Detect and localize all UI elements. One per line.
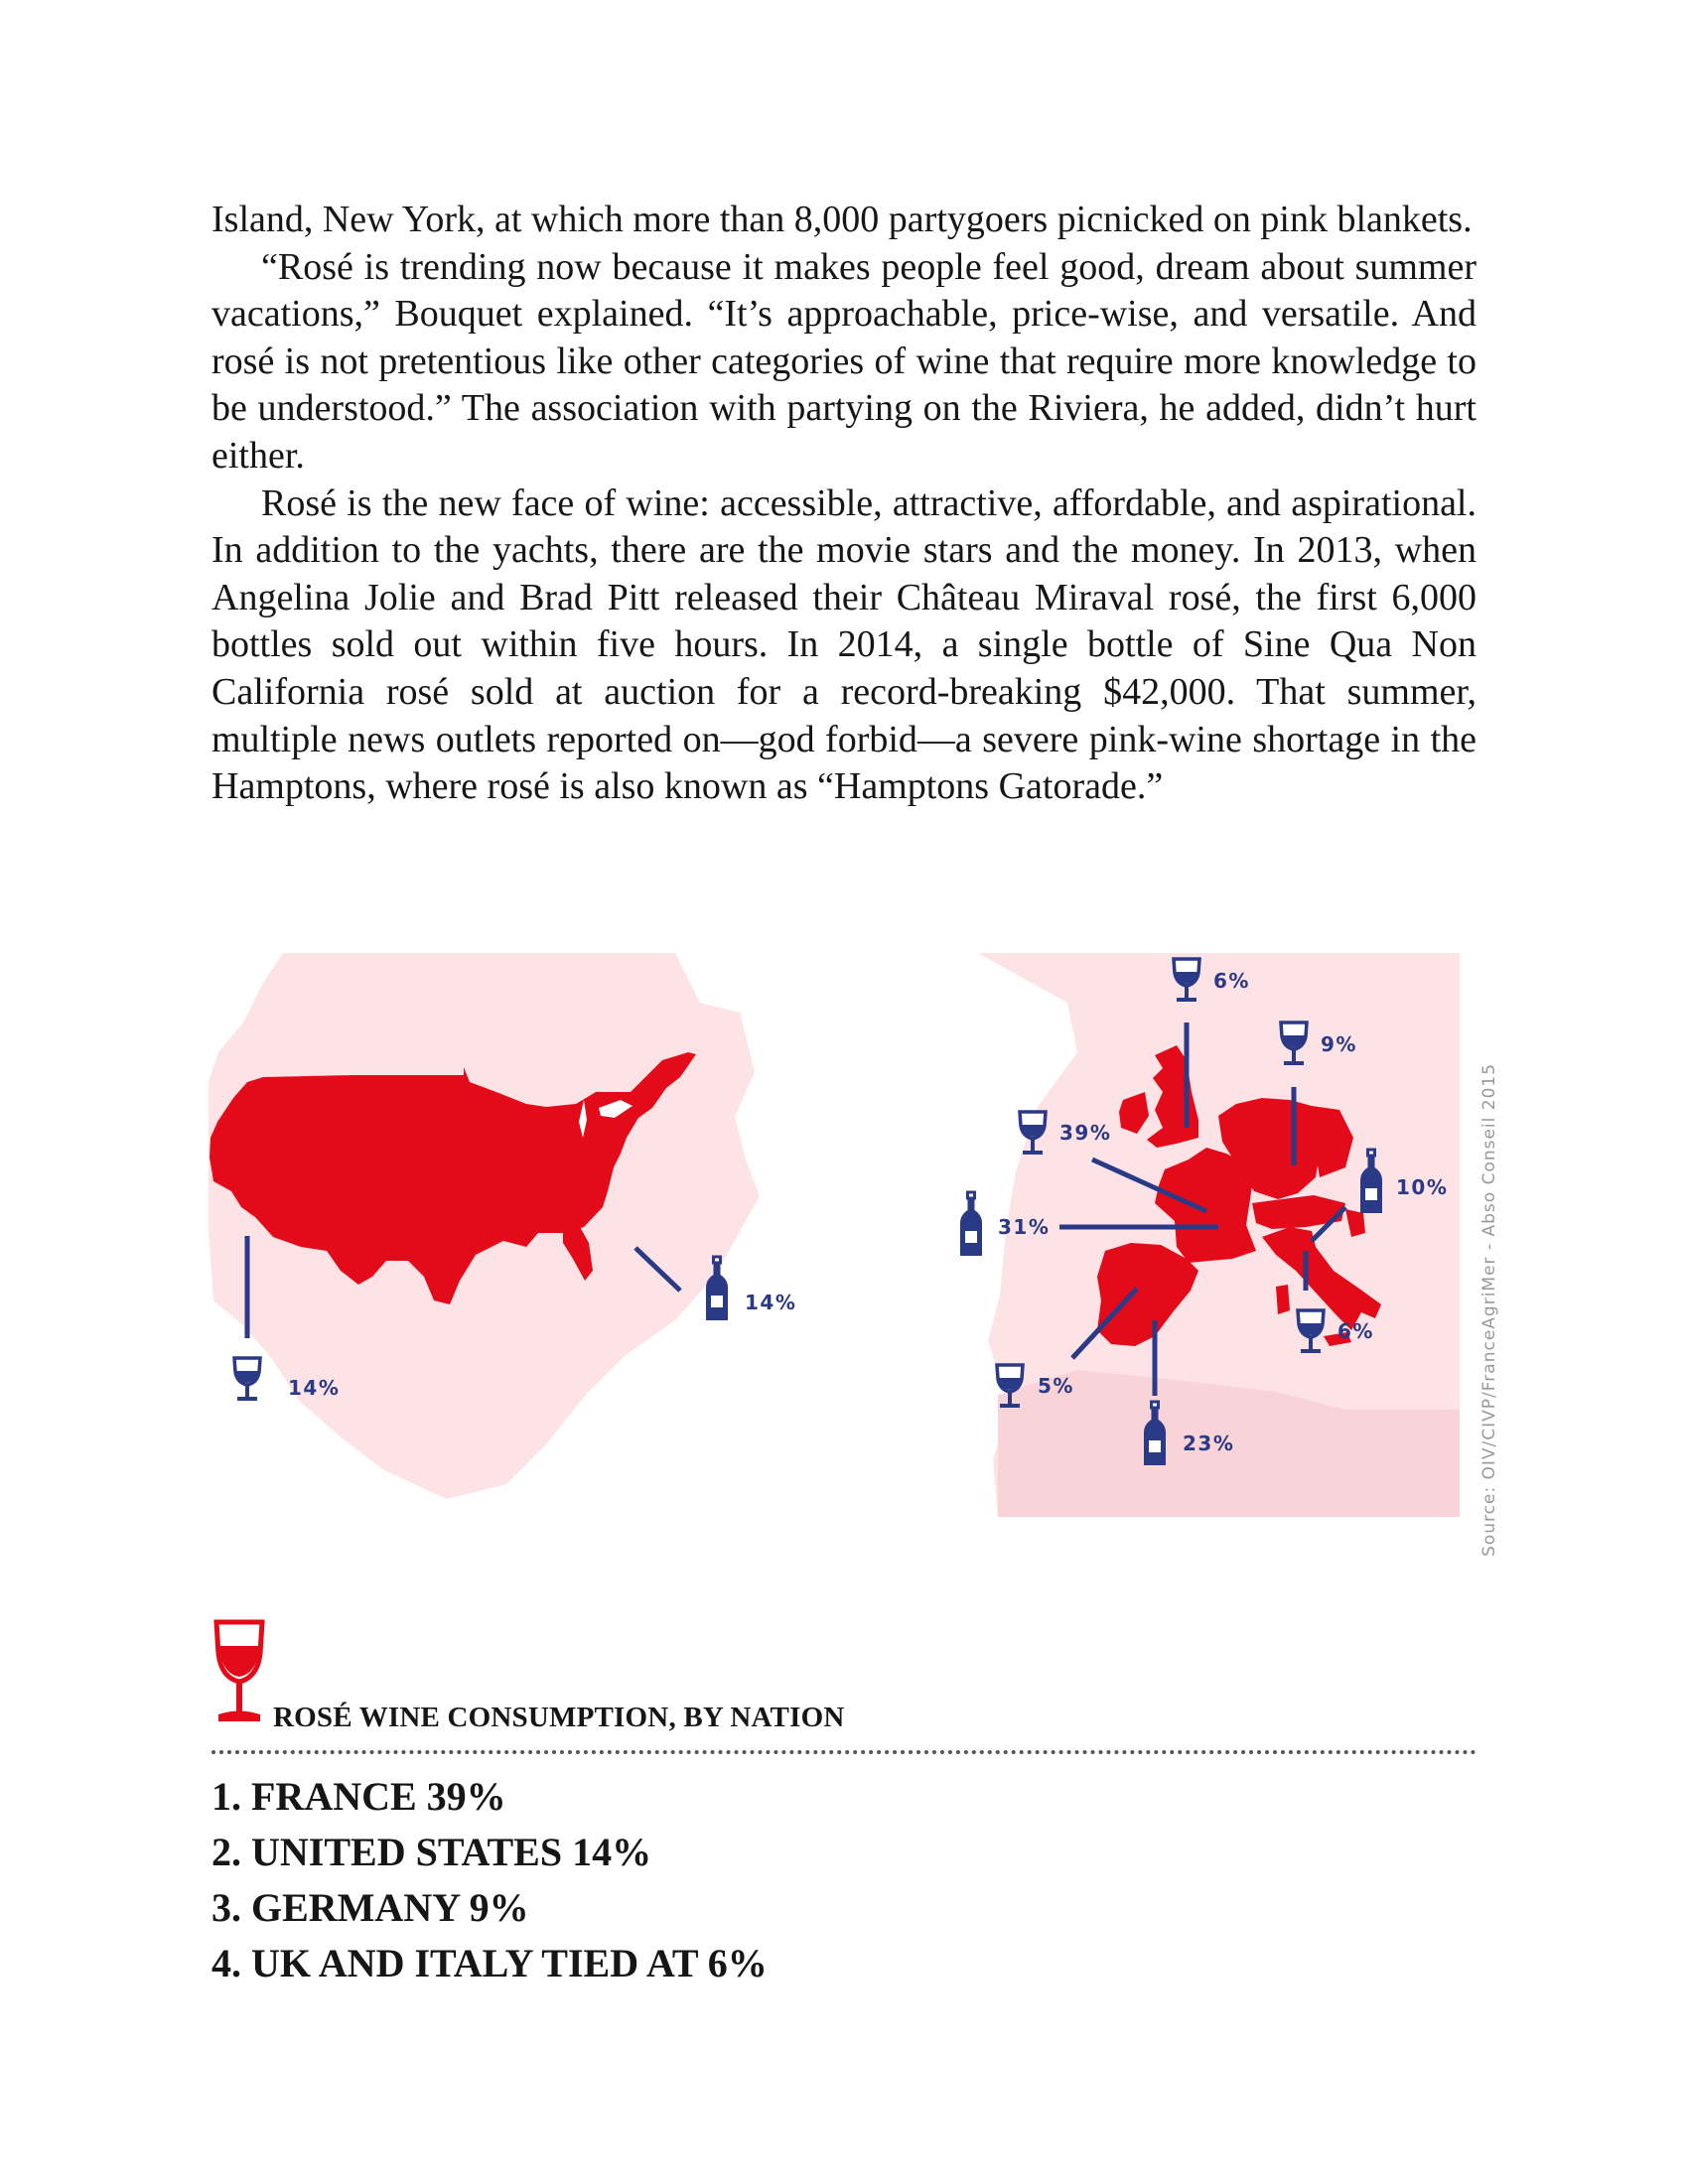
article-text — [211, 197, 1477, 811]
dotted-divider — [211, 1750, 1477, 1754]
ranking-item: 4. UK AND ITALY TIED AT 6% — [211, 1941, 768, 1985]
usa-consumption-label: 14% — [288, 1376, 341, 1400]
usa-production-label: 14% — [745, 1291, 797, 1314]
germany-label: 9% — [1321, 1032, 1357, 1056]
italy-production-label: 10% — [1396, 1175, 1449, 1199]
paragraph-2: “Rosé is trending now because it makes people feel good, dream about summer vacations,” Bouquet explained. “It’s approachable, price-wise, and versatile. And rosé is not pretentious like other categories of wine that require more knowledge to be understood.” The association with partying on the Riviera, he added, didn’t hurt either. — [211, 245, 1477, 477]
spain-consumption-label: 5% — [1038, 1374, 1074, 1398]
france-production-bottle-icon — [960, 1192, 982, 1256]
ranking-item: 2. UNITED STATES 14% — [211, 1830, 652, 1874]
sardinia-map — [1276, 1285, 1290, 1314]
rose-wine-maps — [204, 943, 1504, 1569]
paragraph-3: Rosé is the new face of wine: accessible, attractive, affordable, and aspirational. In addition to the yachts, there are the movie stars and the money. In 2013, when Angelina Jolie and Brad Pitt released their Château Miraval rosé, the first 6,000 bottles sold out within five hours. In 2014, a single bottle of Sine Qua Non California rosé sold at auction for a record-breaking $42,000. That summer, multiple news outlets reported on—god forbid—a severe pink-wine shortage in the Hamptons, where rosé is also known as “Hamptons Gatorade.” — [211, 481, 1477, 808]
source-note: Source: OIV/CIVP/FranceAgriMer - Abso Conseil 2015 — [1479, 1062, 1499, 1557]
france-production-label: 31% — [998, 1215, 1051, 1239]
france-consumption-label: 39% — [1059, 1121, 1112, 1145]
ranking-item: 3. GERMANY 9% — [211, 1885, 529, 1930]
red-wine-glass-icon — [211, 1616, 267, 1727]
ranking-item: 1. FRANCE 39% — [211, 1774, 506, 1819]
paragraph-1: Island, New York, at which more than 8,000 partygoers picnicked on pink blankets. — [211, 199, 1473, 240]
ranking-list — [211, 1769, 768, 1991]
usa-consumption-glass-icon — [234, 1358, 260, 1399]
ranking-title: ROSÉ WINE CONSUMPTION, BY NATION — [273, 1702, 845, 1733]
italy-consumption-label: 6% — [1337, 1319, 1374, 1343]
spain-production-label: 23% — [1183, 1432, 1235, 1455]
uk-label: 6% — [1213, 969, 1250, 993]
maps-svg — [204, 943, 1504, 1569]
